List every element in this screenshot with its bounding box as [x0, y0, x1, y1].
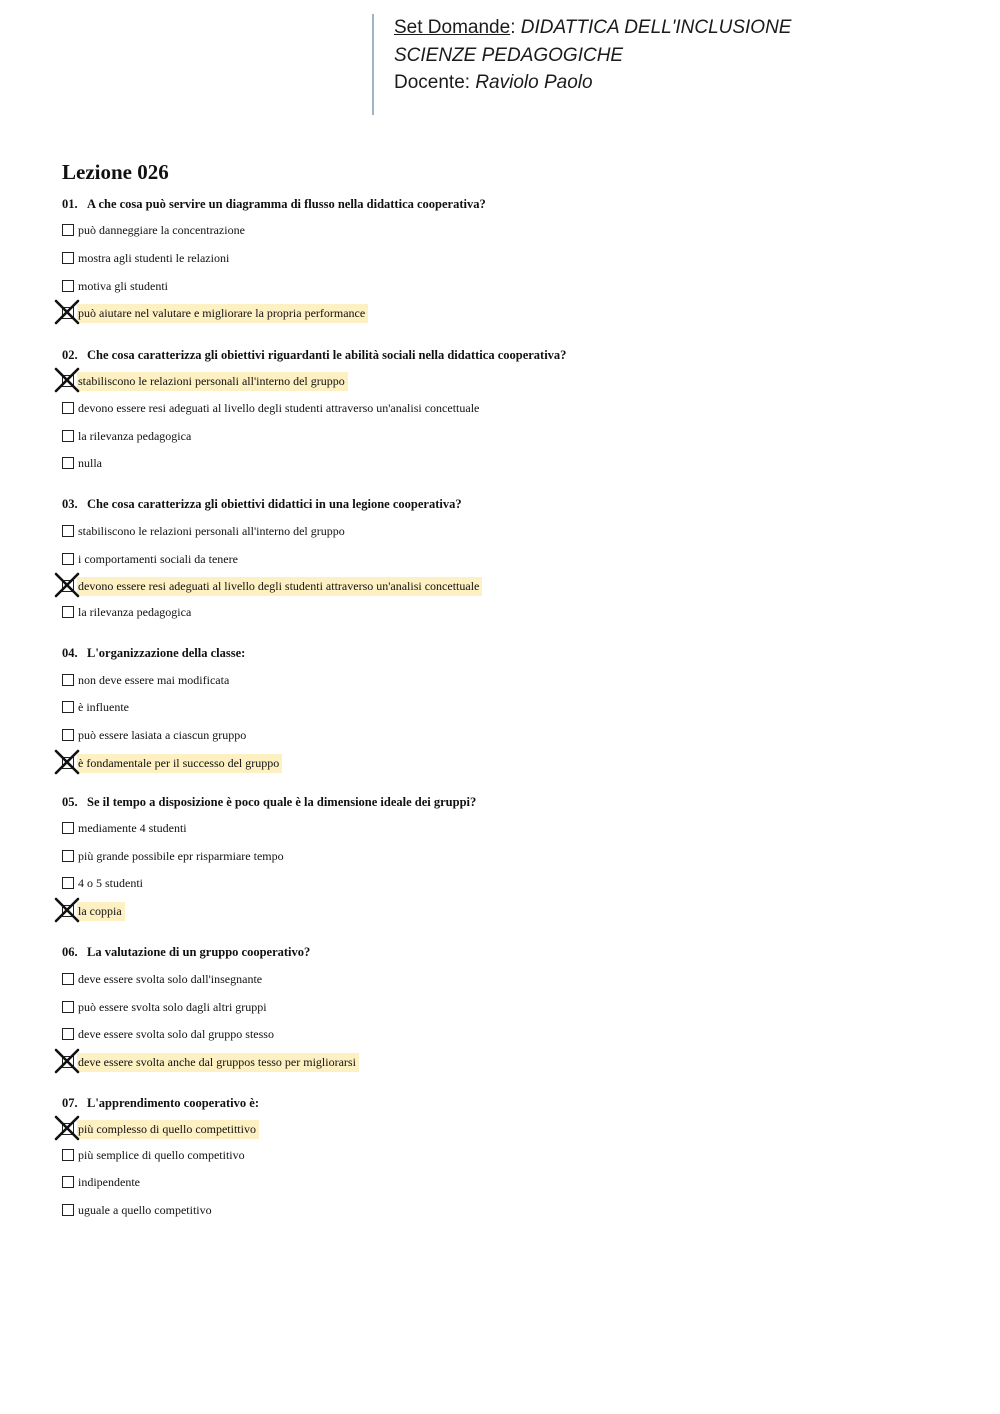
option-text: i comportamenti sociali da tenere: [78, 551, 238, 566]
question-number: 04.: [62, 646, 78, 660]
option-text: deve essere svolta anche dal gruppos tesso per migliorarsi: [77, 1053, 359, 1072]
checkbox[interactable]: [62, 1149, 74, 1161]
option-1-3[interactable]: [62, 276, 171, 296]
question-3: [62, 497, 462, 512]
checkbox[interactable]: [62, 224, 74, 236]
option-text: mediamente 4 studenti: [78, 820, 187, 835]
option-text: stabiliscono le relazioni personali all'interno del gruppo: [78, 523, 345, 538]
option-text: nulla: [78, 455, 102, 470]
header-teacher-line: [394, 69, 791, 97]
option-5-3[interactable]: [62, 873, 146, 893]
option-text: è influente: [78, 699, 129, 714]
question-2: [62, 348, 566, 363]
option-4-1[interactable]: [62, 670, 232, 690]
option-1-1[interactable]: [62, 220, 248, 240]
checkbox[interactable]: [62, 729, 74, 741]
option-7-3[interactable]: [62, 1172, 143, 1192]
option-text: la coppia: [77, 902, 125, 921]
checkbox[interactable]: [62, 457, 74, 469]
option-text: motiva gli studenti: [78, 278, 168, 293]
option-text: devono essere resi adeguati al livello degli studenti attraverso un'analisi concettuale: [78, 400, 480, 415]
checkbox[interactable]: [62, 553, 74, 565]
checkbox[interactable]: [62, 850, 74, 862]
checkbox[interactable]: [62, 674, 74, 686]
checkbox[interactable]: [62, 580, 74, 592]
option-2-4[interactable]: [62, 453, 105, 473]
question-text: Che cosa caratterizza gli obiettivi riguardanti le abilità sociali nella didattica cooperativa?: [87, 348, 567, 362]
lesson-title: Lezione 026: [62, 160, 169, 184]
option-1-4[interactable]: [62, 303, 368, 323]
question-number: 02.: [62, 348, 78, 362]
option-text: deve essere svolta solo dal gruppo stesso: [78, 1026, 274, 1041]
option-4-3[interactable]: [62, 725, 249, 745]
set-label: Set Domande: [394, 17, 511, 38]
cross-mark-icon: [54, 749, 80, 775]
document-header: [372, 14, 791, 115]
option-text: deve essere svolta solo dall'insegnante: [78, 971, 263, 986]
question-text: L'organizzazione della classe:: [87, 646, 246, 660]
checkbox[interactable]: [62, 822, 74, 834]
question-6: [62, 945, 310, 960]
question-7: [62, 1096, 259, 1111]
header-set-line: [394, 14, 791, 42]
cross-mark-icon: [54, 299, 80, 325]
checkbox[interactable]: [62, 402, 74, 414]
option-text: la rilevanza pedagogica: [78, 428, 192, 443]
question-number: 05.: [62, 795, 78, 809]
option-7-4[interactable]: [62, 1200, 215, 1220]
option-4-2[interactable]: [62, 697, 132, 717]
question-text: La valutazione di un gruppo cooperativo?: [87, 945, 311, 959]
set-title: DIDATTICA DELL'INCLUSIONE: [520, 17, 792, 38]
cross-mark-icon: [54, 572, 80, 598]
option-text: più complesso di quello competittivo: [77, 1120, 259, 1139]
cross-mark-icon: [54, 1115, 80, 1141]
option-text: 4 o 5 studenti: [78, 875, 143, 890]
checkbox[interactable]: [62, 1028, 74, 1040]
option-2-2[interactable]: [62, 398, 482, 418]
option-3-3[interactable]: [62, 576, 482, 596]
header-subtitle: SCIENZE PEDAGOGICHE: [394, 44, 624, 66]
option-text: mostra agli studenti le relazioni: [78, 250, 230, 265]
checkbox[interactable]: [62, 701, 74, 713]
checkbox[interactable]: [62, 973, 74, 985]
checkbox[interactable]: [62, 280, 74, 292]
checkbox[interactable]: [62, 1123, 74, 1135]
question-number: 06.: [62, 945, 78, 959]
option-6-1[interactable]: [62, 969, 265, 989]
set-colon: :: [510, 17, 516, 38]
option-6-2[interactable]: [62, 997, 270, 1017]
option-3-4[interactable]: [62, 602, 194, 622]
option-text: può essere lasiata a ciascun gruppo: [78, 727, 247, 742]
checkbox[interactable]: [62, 1204, 74, 1216]
question-text: A che cosa può servire un diagramma di flusso nella didattica cooperativa?: [87, 197, 486, 211]
teacher-label: Docente:: [394, 72, 471, 93]
option-5-1[interactable]: [62, 818, 190, 838]
option-text: uguale a quello competitivo: [78, 1202, 212, 1217]
checkbox[interactable]: [62, 1176, 74, 1188]
question-4: [62, 646, 245, 661]
option-6-4[interactable]: [62, 1052, 359, 1072]
cross-mark-icon: [54, 367, 80, 393]
option-text: può danneggiare la concentrazione: [78, 222, 245, 237]
option-3-1[interactable]: [62, 521, 348, 541]
option-text: può essere svolta solo dagli altri gruppi: [78, 999, 267, 1014]
checkbox[interactable]: [62, 1056, 74, 1068]
cross-mark-icon: [54, 897, 80, 923]
option-text: non deve essere mai modificata: [78, 672, 230, 687]
question-number: 07.: [62, 1096, 78, 1110]
question-number: 01.: [62, 197, 78, 211]
option-3-2[interactable]: [62, 549, 241, 569]
question-1: [62, 197, 486, 212]
option-text: la rilevanza pedagogica: [78, 604, 192, 619]
question-text: L'apprendimento cooperativo è:: [87, 1096, 259, 1110]
option-2-1[interactable]: [62, 371, 348, 391]
option-5-2[interactable]: [62, 846, 287, 866]
option-6-3[interactable]: [62, 1024, 277, 1044]
option-text: stabiliscono le relazioni personali all'interno del gruppo: [77, 372, 348, 391]
question-text: Se il tempo a disposizione è poco quale è la dimensione ideale dei gruppi?: [87, 795, 477, 809]
checkbox[interactable]: [62, 905, 74, 917]
option-7-2[interactable]: [62, 1145, 248, 1165]
option-2-3[interactable]: [62, 426, 194, 446]
option-text: più semplice di quello competitivo: [78, 1147, 245, 1162]
option-text: più grande possibile epr risparmiare tempo: [78, 848, 284, 863]
teacher-name: Raviolo Paolo: [475, 72, 593, 93]
question-5: [62, 795, 476, 810]
question-text: Che cosa caratterizza gli obiettivi didattici in una legione cooperativa?: [87, 497, 462, 511]
cross-mark-icon: [54, 1048, 80, 1074]
checkbox[interactable]: [62, 307, 74, 319]
checkbox[interactable]: [62, 1001, 74, 1013]
option-text: indipendente: [78, 1174, 140, 1189]
option-text: devono essere resi adeguati al livello degli studenti attraverso un'analisi concettuale: [77, 577, 482, 596]
checkbox[interactable]: [62, 252, 74, 264]
checkbox[interactable]: [62, 757, 74, 769]
checkbox[interactable]: [62, 375, 74, 387]
option-1-2[interactable]: [62, 248, 232, 268]
checkbox[interactable]: [62, 606, 74, 618]
question-number: 03.: [62, 497, 78, 511]
checkbox[interactable]: [62, 877, 74, 889]
option-text: può aiutare nel valutare e migliorare la propria performance: [77, 304, 368, 323]
option-7-1[interactable]: [62, 1119, 259, 1139]
checkbox[interactable]: [62, 525, 74, 537]
option-5-4[interactable]: [62, 901, 125, 921]
option-text: è fondamentale per il successo del gruppo: [77, 754, 282, 773]
option-4-4[interactable]: [62, 753, 282, 773]
checkbox[interactable]: [62, 430, 74, 442]
